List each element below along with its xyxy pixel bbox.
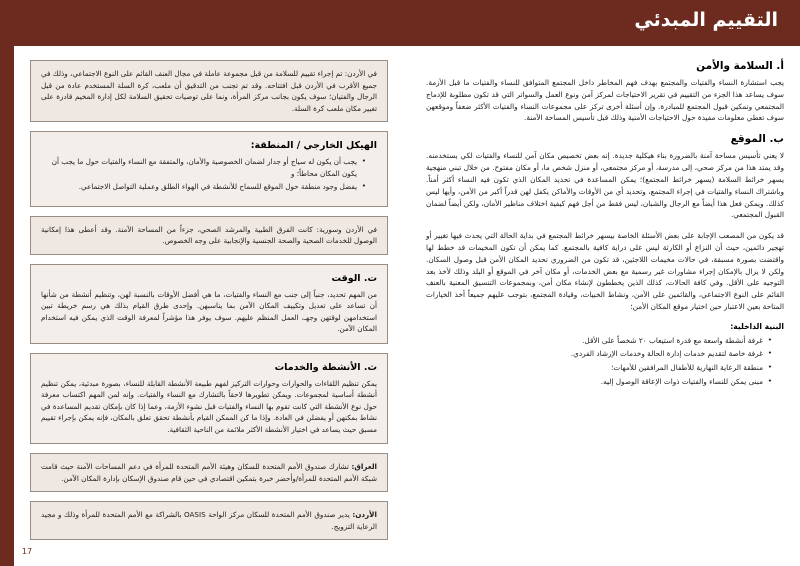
note-lead-label: الأردن:: [352, 510, 377, 520]
panel-paragraph: في الأردن وسورية: كانت الفرق الطبية والمرشد الصحي، جزءاً من المساحة الآمنة. وقد أعطى هذا إمكانية الوصول للخدمات الصحية والصحة الجنسية والإنجابية على وجه الخصوص.: [41, 224, 377, 246]
list-item: • مبنى يمكن للنساء والفتيات ذوات الإعاقة الوصول إليه.: [426, 376, 772, 388]
list-item: • غرفة خاصة لتقديم خدمات إدارة الحالة وخدمات الإرشاد الفردي.: [426, 348, 772, 360]
subsection-title-internal-structure: البنية الداخلية:: [730, 321, 784, 331]
left-accent-strip: [0, 0, 14, 566]
panel-time: [30, 264, 388, 344]
panel-title: ث. الأنشطة والخدمات: [274, 361, 377, 373]
list-item: • منطقة الرعاية النهارية للأطفال المرافقين للأمهات؛: [426, 362, 772, 374]
note-text: تشارك صندوق الأمم المتحدة للسكان وهيئة الأمم المتحدة للمرأة في دعم المساحات الآمنة حيث قامت شبكة الأمم المتحدة للمرأة/وأحضر خبرة بتمكين اقتصادي في حين قام صندوق الإسكان بإدارة المكان الآمن.: [41, 462, 377, 483]
section-paragraph-location-2: قد يكون من المصعب الإجابة على بعض الأسئلة الخاصة بيسهر خرائط المجتمع في بداية الحالة التي يحدث فيها تغيير أو تهجير دائمين، حيث أن النزاع أو الكارثة ليس على دراية كافية بالمجتمع. كما يمكن أن تكون المخيمات قد خطط لها واقتضت بصورة مسبقة، في حالات مخيمات اللاجئين، قد تكون من الضروري تحديد المكان الأمن قبل وصول السكان. ولكن لا يزال بالإمكان إجراء مشاورات غير رسمية مع بعض الخدمات، أو مكان آخر في الموقع أو البلد وذلك لأخذ بعد التوجيه على الأقل. وفي كافة الحالات، كذلك الذين يخططون لإنشاء مكان أمن، وبمجموعات التنسيق المعنية بالعنف القائم على النوع الاجتماعي، والقائمين على الأمن، ونشاط الخبيات، وقيادة المجتمع، بتوجب عليهم جميعاً أخذ الخيارات المتاحة بعين الاعتبار حين اختيار موقع المكان الأمن؛: [426, 231, 784, 311]
section-title-safety: أ. السلامة والأمن: [696, 60, 784, 72]
internal-structure-list: [426, 335, 784, 388]
note-lead-label: العراق:: [351, 462, 377, 472]
list-item: • يفضل وجود منطقة حول الموقع للسماح للأنشطة في الهواء الطلق وعملية التواصل الاجتماعي.: [41, 181, 366, 193]
panel-paragraph: في الأردن: تم إجراء تقييم للسلامة من قبل مجموعة عاملة في مجال العنف القائم على النوع الاجتماعي، وذلك في جميع الأقرب في الأردن قبل افتتاحه. وقد تم تجنب من التدقيق أن ملعب، كرة السلة المستخدم عادة من قبل الرجال والفتيان؛ سوف يكون بجانب مركز المرأة، ونما على توصيات تحقيق السلامة لكل إدارة المخيم قادرة على تغيير مكان ملعب كرة السلة.: [41, 69, 377, 113]
section-title-location: ب. الموقع: [730, 133, 784, 146]
panel-activities-services: [30, 353, 388, 445]
panel-jordan-oasis-note: [30, 501, 388, 540]
note-text: يدير صندوق الأمم المتحدة للسكان مركز الواحة OASIS بالشراكة مع الأمم المتحدة للمرأة وذلك و مجيد الرعاية التزويج.: [41, 510, 377, 531]
page-number: 17: [21, 547, 33, 556]
list-item: • غرفة أنشطة واسعة مع قدرة استيعاب ٢٠ شخصاً على الأقل.: [426, 335, 772, 347]
section-paragraph-location-1: لا يعني تأسيس مساحة آمنة بالضرورة بناء هيكلية جديدة. إنه بعض تخصيص مكان آمن للنساء والفتيات لكي يستخدمنه. وقد يمتد هذا من مركز صحي، إلى مدرسة، أو مركز مجتمعي، أو منزل شخص ما، أو مكان مفتوح. من خلال تبني منهجية يسهر خرائط السلامة (يسهر خرائط المجتمع)؛ يمكن المساعدة في تحديد المكان الذي تكون فيه النساء أكثر أمناً. وباشتراك النساء والفتيات في إجراء المجتمع، وتحديد أي من الأوقات والأماكن يكفل لهن قدراً أكبر من الأمن، وأيها ليس كذلك. ويمكن فعل هذا أيضاً مع الرجال والشبان، ليس فقط من أجل فهم كيفية اختلاف مناظير الأمان، ولكن أيضاً لضمان القبول المجتمعي.: [426, 151, 784, 220]
panel-paragraph: [41, 461, 377, 484]
panel-list: [41, 156, 377, 193]
panel-title: ت. الوقت: [331, 272, 377, 284]
panel-exterior-structure: [30, 131, 388, 207]
section-paragraph-safety-1: يجب استشارة النساء والفتيات والمجتمع بهدف فهم المخاطر داخل المجتمع المتوافق للنساء والفتيات ما قبل الأزمة. سوف يساعد هذا الجزء من التقييم في تقرير الاحتياجات لمركز آمن ونوع العمل والسواتر التي قد تكون مطلوبة للإدماج المجتمعي وتمكين قبول المجتمع للمبادرة. وإن أسئلة أخرى تركز على مجموعات النساء والفتيات الأكثر ضعفاً وموقعهن سوف تعطي معلومات مفيدة حول الاحتياجات الأمنية وذلك قبل تأسيس المساحة الآمنة.: [426, 78, 784, 123]
panel-jordan-note: [30, 60, 388, 122]
page-header-band: [0, 0, 800, 46]
right-text-column: [426, 60, 784, 556]
panel-paragraph: يمكن تنظيم اللقاءات والحوارات وحوارات التركيز لفهم طبيعة الأنشطة القابلة للنساء، بصورة مبدئية، يمكن تنظيم أنشطة أساسية لمجموعات. ويمكن تطويرها لاحقاً بالتشارك مع النساء والفتيات. وإنه لمن المهم اكتساب معرفة حول نوع الأنشطة التي كانت تقوم بها النساء والفتيات قبل نشوء الأزمة، وعما إذا كان بإمكان تقديم المساعدة في نشاط بمكنهن أو يفضلن في العادة. وإذا ما كن الممكن القيام بأنشطة تحقق تعلق بالمكان، فإنه يمكن بإجراء تقييم مسبق حيث يساعد في اختيار الأنشطة الأكثر ملائمة من الناحية الثقافية.: [41, 378, 377, 434]
panel-jordan-syria-note: [30, 216, 388, 255]
panel-iraq-note: [30, 453, 388, 492]
page-title: التقييم المبدئي: [634, 9, 778, 31]
content-columns: [14, 46, 800, 566]
left-panel-column: [30, 60, 388, 556]
panel-title: الهيكل الخارجي / المنطقة:: [250, 140, 377, 152]
panel-paragraph: [41, 509, 377, 532]
list-item: • يجب أن يكون له سياج أو جدار لضمان الخصوصية والأمان، والمتفقة مع النساء والفتيات حول ما يجب أن يكون المكان محاطاً؛ و: [41, 156, 366, 179]
panel-paragraph: من المهم تحديد، جنباً إلى جنب مع النساء والفتيات، ما هي أفضل الأوقات بالنسبة لهن، وتنظيم أنشطة من شأنها أن تساعد على تعديل وتكييف المكان الآمن بما يناسبهن. وإحدى طرق القيام بذلك هي رسم خريطة تبين استخدامهن لوقتهن وجهـ، العمل المنظم عليهم. سوف يوفر هذا مؤشراً لمعرفة الوقت الذي يمكن فيه استخدام المكان الآمن.: [41, 289, 377, 334]
